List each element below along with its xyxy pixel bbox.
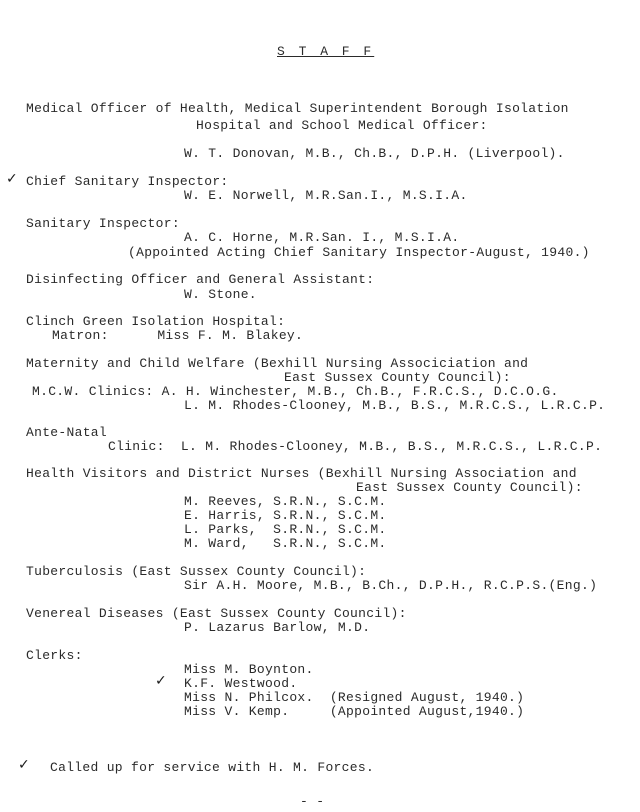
called-up-mark-icon: ✓: [6, 171, 19, 187]
page-marker: - -: [300, 794, 325, 809]
tb-heading: Tuberculosis (East Sussex County Council):: [26, 564, 367, 579]
matron-line: Matron: Miss F. M. Blakey.: [52, 328, 304, 343]
nurse-item: E. Harris, S.R.N., S.C.M.: [184, 508, 387, 523]
disinfecting-name: W. Stone.: [184, 287, 257, 302]
antenatal-line-1: Ante-Natal: [26, 425, 108, 440]
nurse-item: M. Ward, S.R.N., S.C.M.: [184, 536, 387, 551]
disinfecting-heading: Disinfecting Officer and General Assistant:: [26, 272, 375, 287]
mcw-clinic-line-2: L. M. Rhodes-Clooney, M.B., B.S., M.R.C.S., L.R.C.P.: [184, 398, 606, 413]
clinch-heading: Clinch Green Isolation Hospital:: [26, 314, 286, 329]
clerk-item: Miss M. Boynton.: [184, 662, 314, 677]
si-heading: Sanitary Inspector:: [26, 216, 180, 231]
page-title: S T A F F: [277, 44, 375, 59]
called-up-mark-icon: ✓: [18, 757, 31, 773]
vd-heading: Venereal Diseases (East Sussex County Council):: [26, 606, 407, 621]
si-name: A. C. Horne, M.R.San. I., M.S.I.A.: [184, 230, 460, 245]
vd-name: P. Lazarus Barlow, M.D.: [184, 620, 371, 635]
nurse-item: M. Reeves, S.R.N., S.C.M.: [184, 494, 387, 509]
clerk-item: Miss N. Philcox. (Resigned August, 1940.): [184, 690, 525, 705]
health-visitors-heading-line-2: East Sussex County Council):: [356, 480, 583, 495]
health-visitors-heading-line-1: Health Visitors and District Nurses (Bexhill Nursing Association and: [26, 466, 577, 481]
si-note: (Appointed Acting Chief Sanitary Inspector-August, 1940.): [128, 245, 590, 260]
clerk-item: K.F. Westwood.: [184, 676, 298, 691]
mcw-clinic-line-1: M.C.W. Clinics: A. H. Winchester, M.B., Ch.B., F.R.C.S., D.C.O.G.: [32, 384, 559, 399]
csi-heading: Chief Sanitary Inspector:: [26, 174, 229, 189]
csi-name: W. E. Norwell, M.R.San.I., M.S.I.A.: [184, 188, 468, 203]
clerk-item: Miss V. Kemp. (Appointed August,1940.): [184, 704, 525, 719]
moh-name: W. T. Donovan, M.B., Ch.B., D.P.H. (Liverpool).: [184, 146, 565, 161]
tb-name: Sir A.H. Moore, M.B., B.Ch., D.P.H., R.C.P.S.(Eng.): [184, 578, 598, 593]
maternity-heading-line-1: Maternity and Child Welfare (Bexhill Nursing Associciation and: [26, 356, 529, 371]
footnote: Called up for service with H. M. Forces.: [50, 760, 375, 775]
maternity-heading-line-2: East Sussex County Council):: [284, 370, 511, 385]
called-up-mark-icon: ✓: [155, 673, 168, 689]
moh-heading-line-1: Medical Officer of Health, Medical Superintendent Borough Isolation: [26, 101, 569, 116]
antenatal-line-2: Clinic: L. M. Rhodes-Clooney, M.B., B.S., M.R.C.S., L.R.C.P.: [108, 439, 603, 454]
nurse-item: L. Parks, S.R.N., S.C.M.: [184, 522, 387, 537]
moh-heading-line-2: Hospital and School Medical Officer:: [196, 118, 488, 133]
clerks-heading: Clerks:: [26, 648, 83, 663]
